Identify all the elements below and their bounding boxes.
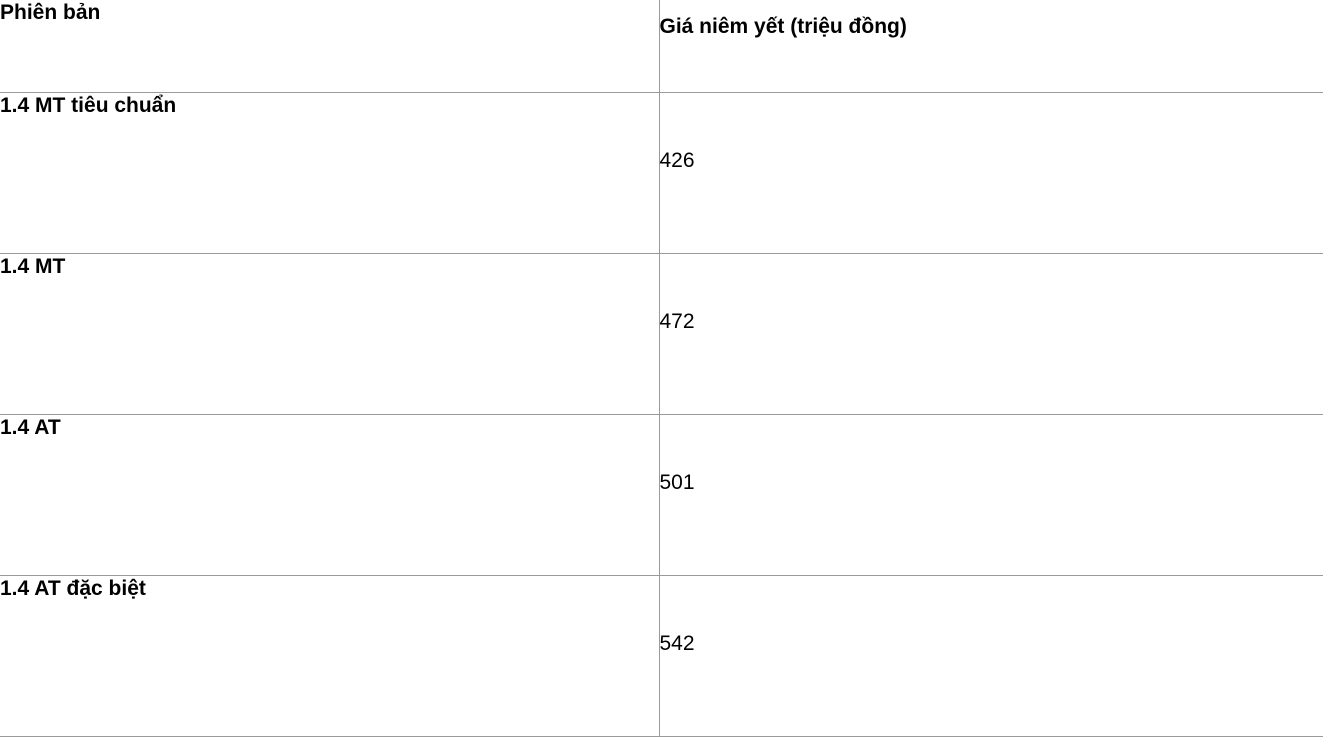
cell-version: 1.4 MT tiêu chuẩn [0, 93, 659, 254]
cell-price [659, 576, 1323, 737]
table-row [0, 254, 1323, 415]
table-header-row [0, 0, 1323, 93]
cell-version: 1.4 AT [0, 415, 659, 576]
cell-price-value: 426 [659, 149, 695, 172]
cell-price-value: 501 [659, 471, 695, 494]
header-cell-version: Phiên bản [0, 0, 659, 93]
header-cell-price: Giá niêm yết (triệu đồng) [659, 0, 1323, 93]
cell-price-value: 472 [659, 310, 695, 333]
table-row [0, 415, 1323, 576]
table-row [0, 576, 1323, 737]
table-row [0, 93, 1323, 254]
cell-price [659, 415, 1323, 576]
cell-price [659, 254, 1323, 415]
cell-version: 1.4 AT đặc biệt [0, 576, 659, 737]
cell-price [659, 93, 1323, 254]
cell-price-value: 542 [659, 632, 695, 655]
cell-version: 1.4 MT [0, 254, 659, 415]
